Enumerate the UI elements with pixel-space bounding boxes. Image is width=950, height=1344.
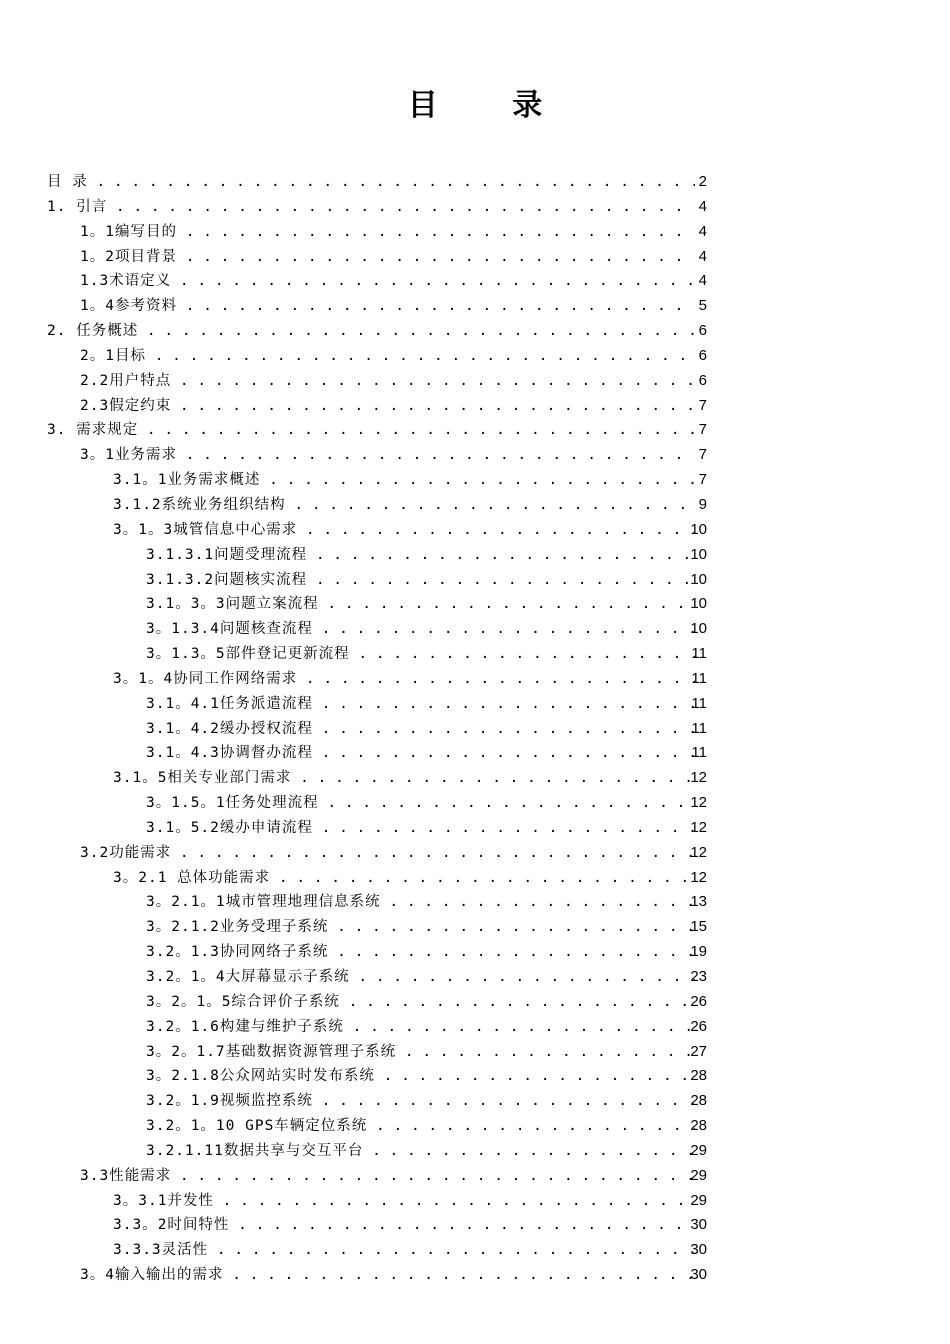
toc-entry-page-number: 7 [698, 421, 707, 439]
toc-entry[interactable] [0, 269, 950, 294]
toc-entry-page-number: 10 [690, 620, 707, 638]
toc-entry[interactable] [0, 518, 950, 543]
toc-entry-title: 2.3假定约束 . . . [0, 394, 695, 419]
toc-entry-page-number: 12 [690, 794, 707, 812]
toc-entry-title: 3。1.5。1任务处理流程 . . . [0, 791, 695, 816]
toc-entry[interactable] [0, 741, 950, 766]
toc-entry-title: 3.2.1.11数据共享与交互平台 . . . [0, 1139, 695, 1164]
toc-entry[interactable] [0, 841, 950, 866]
toc-entry-page-number: 7 [698, 446, 707, 464]
toc-entry[interactable] [0, 220, 950, 245]
toc-entry-title: 1。2项目背景 . . . [0, 245, 695, 270]
toc-entry-title: 2.2用户特点 . . . [0, 369, 695, 394]
toc-entry[interactable] [0, 791, 950, 816]
toc-entry-page-number: 4 [698, 272, 707, 290]
toc-entry-page-number: 12 [690, 868, 707, 886]
toc-entry[interactable] [0, 369, 950, 394]
toc-entry[interactable] [0, 1089, 950, 1114]
toc-entry-page-number: 10 [690, 570, 707, 588]
toc-entry-page-number: 11 [691, 744, 707, 762]
toc-entry-page-number: 28 [690, 1117, 707, 1135]
toc-entry[interactable] [0, 617, 950, 642]
toc-entry-title: 1. 引言 . . . [0, 195, 695, 220]
toc-entry[interactable] [0, 468, 950, 493]
toc-entry[interactable] [0, 245, 950, 270]
toc-entry-title: 3。1.3.4问题核查流程 . . . [0, 617, 695, 642]
toc-entry-title: 3。2.1.8公众网站实时发布系统 . . . [0, 1064, 695, 1089]
toc-entry[interactable] [0, 866, 950, 891]
toc-entry-title: 3.2功能需求 . . . [0, 841, 695, 866]
toc-entry[interactable] [0, 890, 950, 915]
toc-entry-page-number: 9 [698, 495, 707, 513]
toc-entry-page-number: 27 [690, 1042, 707, 1060]
toc-entry-page-number: 11 [691, 645, 707, 663]
toc-entry-title: 3。2。1。5综合评价子系统 . . . [0, 990, 695, 1015]
toc-entry-page-number: 6 [698, 346, 707, 364]
toc-entry[interactable] [0, 294, 950, 319]
toc-entry[interactable] [0, 1263, 950, 1288]
toc-entry[interactable] [0, 1189, 950, 1214]
toc-entry[interactable] [0, 568, 950, 593]
toc-entry-page-number: 11 [691, 694, 707, 712]
toc-entry[interactable] [0, 592, 950, 617]
toc-entry-title: 3.1.3.1问题受理流程 . . . [0, 543, 695, 568]
toc-entry-title: 3.3。2时间特性 . . . [0, 1213, 695, 1238]
toc-entry[interactable] [0, 344, 950, 369]
toc-entry[interactable] [0, 543, 950, 568]
toc-entry[interactable] [0, 443, 950, 468]
toc-entry-page-number: 12 [690, 769, 707, 787]
toc-entry-page-number: 6 [698, 371, 707, 389]
toc-entry-title: 2. 任务概述 . . . [0, 319, 695, 344]
toc-entry-title: 1。4参考资料 . . . [0, 294, 695, 319]
toc-entry-title: 3.2。1。10 GPS车辆定位系统 . . . [0, 1114, 695, 1139]
toc-entry-title: 3.1。4.3协调督办流程 . . . [0, 741, 695, 766]
toc-entry-page-number: 30 [690, 1216, 707, 1234]
toc-entry[interactable] [0, 1139, 950, 1164]
toc-entry[interactable] [0, 766, 950, 791]
toc-entry-title: 3。3.1并发性 . . . [0, 1189, 695, 1214]
toc-entry-title: 3。1业务需求 . . . [0, 443, 695, 468]
toc-entry-title: 3。2.1 总体功能需求 . . . [0, 866, 695, 891]
toc-entry[interactable] [0, 816, 950, 841]
toc-entry-title: 3. 需求规定 . . . [0, 418, 695, 443]
toc-entry[interactable] [0, 692, 950, 717]
toc-entry-title: 3.3.3灵活性 . . . [0, 1238, 695, 1263]
toc-entry-title: 3.2。1.6构建与维护子系统 . . . [0, 1015, 695, 1040]
toc-entry-page-number: 19 [690, 943, 707, 961]
toc-entry[interactable] [0, 170, 950, 195]
toc-entry-title: 3.1。1业务需求概述 . . . [0, 468, 695, 493]
toc-entry[interactable] [0, 1238, 950, 1263]
toc-entry[interactable] [0, 1015, 950, 1040]
toc-entry-page-number: 10 [690, 545, 707, 563]
toc-entry-page-number: 23 [690, 968, 707, 985]
toc-entry-title: 3。4输入输出的需求 . . . [0, 1263, 695, 1288]
toc-entry-title: 3。2。1.7基础数据资源管理子系统 . . . [0, 1040, 695, 1065]
toc-entry[interactable] [0, 195, 950, 220]
toc-entry-page-number: 2 [698, 173, 707, 190]
toc-entry[interactable] [0, 1114, 950, 1139]
toc-entry-title: 3.2。1.3协同网络子系统 . . . [0, 940, 695, 965]
toc-entry[interactable] [0, 418, 950, 443]
toc-entry[interactable] [0, 965, 950, 990]
toc-entry-title: 3。2.1.2业务受理子系统 . . . [0, 915, 695, 940]
toc-entry-page-number: 7 [698, 396, 707, 414]
toc-entry[interactable] [0, 394, 950, 419]
toc-entry-title: 3.2。1.9视频监控系统 . . . [0, 1089, 695, 1114]
toc-entry-page-number: 28 [690, 1067, 707, 1085]
toc-entry[interactable] [0, 717, 950, 742]
toc-entry-page-number: 7 [698, 471, 707, 489]
toc-entry-page-number: 15 [690, 918, 707, 936]
toc-entry-title: 1。1编写目的 . . . [0, 220, 695, 245]
toc-entry-page-number: 28 [690, 1092, 707, 1110]
toc-entry-title: 3.1.3.2问题核实流程 . . . [0, 568, 695, 593]
toc-entry[interactable] [0, 940, 950, 965]
toc-entry-title: 3.2。1。4大屏幕显示子系统 . . . [0, 965, 695, 990]
toc-entry-title: 3.1.2系统业务组织结构 . . . [0, 493, 695, 518]
toc-entry-page-number: 30 [690, 1266, 707, 1284]
toc-entry[interactable] [0, 493, 950, 518]
toc-entry-title: 3.1。5.2缓办申请流程 . . . [0, 816, 695, 841]
toc-entry-page-number: 4 [698, 222, 707, 240]
toc-entry-page-number: 12 [690, 843, 707, 861]
toc-entry[interactable] [0, 1064, 950, 1089]
toc-entry-page-number: 5 [698, 297, 707, 315]
toc-entry[interactable] [0, 319, 950, 344]
toc-entry-page-number: 4 [698, 247, 707, 265]
toc-entry-title: 3.1。5相关专业部门需求 . . . [0, 766, 695, 791]
toc-entry-title: 3。1。3城管信息中心需求 . . . [0, 518, 695, 543]
toc-entry-page-number: 10 [690, 595, 707, 613]
toc-entry-title: 目 录 . . . [0, 170, 695, 195]
toc-entry-title: 3。1。4协同工作网络需求 . . . [0, 667, 695, 692]
toc-entry-page-number: 26 [690, 992, 707, 1010]
toc-entry[interactable] [0, 1213, 950, 1238]
toc-entry-page-number: 29 [690, 1191, 707, 1209]
toc-entry[interactable] [0, 915, 950, 940]
toc-entry[interactable] [0, 990, 950, 1015]
toc-entry-page-number: 11 [691, 669, 707, 687]
toc-entry-page-number: 11 [691, 719, 707, 737]
toc-entry-page-number: 29 [690, 1141, 707, 1159]
toc-entry-page-number: 29 [690, 1166, 707, 1184]
toc-entry-page-number: 4 [698, 197, 707, 215]
toc-entry-title: 2。1目标 . . . [0, 344, 695, 369]
toc-entry-page-number: 13 [690, 893, 707, 911]
toc-entry-page-number: 26 [690, 1017, 707, 1035]
toc-entry-page-number: 30 [690, 1241, 707, 1259]
toc-entry-title: 3。2.1。1城市管理地理信息系统 . . . [0, 890, 695, 915]
toc-entry-title: 3。1.3。5部件登记更新流程 . . . [0, 642, 695, 667]
page-title: 目 录 [407, 88, 575, 123]
toc-entry-title: 1.3术语定义 . . . [0, 269, 695, 294]
toc-entry[interactable] [0, 1164, 950, 1189]
toc-entry[interactable] [0, 667, 950, 692]
toc-entry[interactable] [0, 642, 950, 667]
toc-entry-title: 3.3性能需求 . . . [0, 1164, 695, 1189]
toc-entry-page-number: 6 [698, 322, 707, 340]
toc-entry-page-number: 10 [690, 520, 707, 538]
toc-entry-title: 3.1。4.2缓办授权流程 . . . [0, 717, 695, 742]
toc-entry-page-number: 12 [690, 818, 707, 836]
toc-entry[interactable] [0, 1040, 950, 1065]
table-of-contents [0, 170, 950, 1288]
toc-entry-title: 3.1。3。3问题立案流程 . . . [0, 592, 695, 617]
toc-entry-title: 3.1。4.1任务派遣流程 . . . [0, 692, 695, 717]
